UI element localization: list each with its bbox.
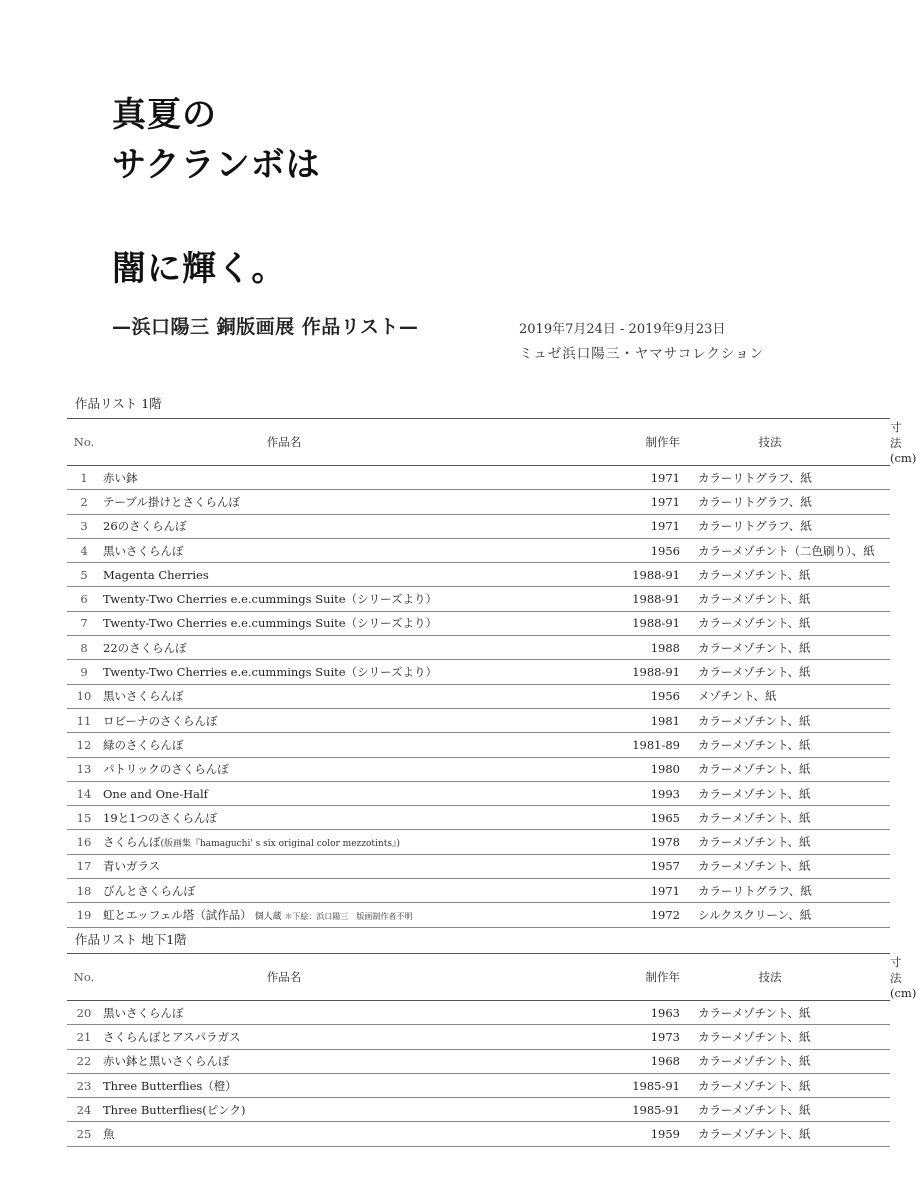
work-title-cell [101, 587, 615, 611]
floor1-heading: 作品リスト 1階 [75, 396, 162, 411]
work-title-cell [101, 490, 615, 514]
table-row [67, 1025, 890, 1049]
table-row [67, 854, 890, 878]
work-title: 黒いさくらんぼ [103, 689, 184, 704]
subtitle: —浜口陽三 銅版画展 作品リスト— [112, 316, 419, 338]
work-technique: カラーメゾチント、紙 [690, 1073, 890, 1097]
work-title: 赤い鉢 [103, 470, 138, 485]
work-title-cell [101, 879, 615, 903]
work-technique: カラーメゾチント、紙 [690, 660, 890, 684]
work-number: 15 [67, 806, 101, 830]
col-year-header: 制作年 [615, 419, 690, 466]
table-row [67, 830, 890, 854]
col-technique-header: 技法 [690, 419, 890, 466]
work-title-cell [101, 636, 615, 660]
work-title: 魚 [103, 1127, 115, 1142]
work-technique: カラーメゾチント、紙 [690, 1098, 890, 1122]
work-title-cell [101, 1073, 615, 1097]
table-row [67, 660, 890, 684]
work-title-cell [101, 757, 615, 781]
work-year: 1988-91 [615, 587, 690, 611]
work-title: 22のさくらんぼ [103, 640, 187, 655]
work-technique: カラーメゾチント、紙 [690, 854, 890, 878]
work-title: さくらんぼ [103, 835, 161, 850]
work-technique: カラーメゾチント、紙 [690, 733, 890, 757]
work-title-cell [101, 684, 615, 708]
floorB1-rows [67, 1001, 890, 1147]
work-title: 緑のさくらんぼ [103, 737, 184, 752]
work-title-cell [101, 1098, 615, 1122]
work-technique: カラーメゾチント、紙 [690, 1001, 890, 1025]
work-number: 21 [67, 1025, 101, 1049]
work-technique: カラーリトグラフ、紙 [690, 514, 890, 538]
table-header-row: No. 作品名 制作年 技法 寸法 (cm) [67, 419, 890, 466]
work-title: Twenty-Two Cherries e.e.cummings Suite（シリーズより） [103, 616, 438, 631]
title-line-3: 闇に輝く。 [112, 249, 287, 289]
work-number: 14 [67, 781, 101, 805]
table-row [67, 490, 890, 514]
table-row [67, 514, 890, 538]
work-title: 赤い鉢と黒いさくらんぼ [103, 1054, 230, 1069]
work-title-cell [101, 854, 615, 878]
work-year: 1985-91 [615, 1098, 690, 1122]
table-header-row: No. 作品名 制作年 技法 寸法 (cm) [67, 954, 890, 1001]
col-no-header: No. [67, 419, 101, 466]
table-row [67, 806, 890, 830]
work-year: 1988-91 [615, 611, 690, 635]
work-title-cell [101, 538, 615, 562]
work-number: 5 [67, 563, 101, 587]
work-technique: カラーメゾチント、紙 [690, 1049, 890, 1073]
work-technique: カラーメゾチント（二色刷り）、紙 [690, 538, 890, 562]
work-year: 1988 [615, 636, 690, 660]
work-number: 8 [67, 636, 101, 660]
work-title-cell [101, 733, 615, 757]
work-technique: カラーメゾチント、紙 [690, 781, 890, 805]
work-title-cell [101, 1025, 615, 1049]
work-title: 19と1つのさくらんぼ [103, 810, 217, 825]
col-title-header: 作品名 [101, 954, 615, 1001]
work-title: Twenty-Two Cherries e.e.cummings Suite（シリーズより） [103, 592, 438, 607]
work-title-cell [101, 830, 615, 854]
work-number: 10 [67, 684, 101, 708]
work-year: 1957 [615, 854, 690, 878]
work-number: 20 [67, 1001, 101, 1025]
table-row [67, 879, 890, 903]
work-technique: カラーリトグラフ、紙 [690, 879, 890, 903]
work-title: 黒いさくらんぼ [103, 1005, 184, 1020]
work-title-cell [101, 806, 615, 830]
work-year: 1981 [615, 708, 690, 732]
work-technique: カラーメゾチント、紙 [690, 587, 890, 611]
work-year: 1959 [615, 1122, 690, 1146]
table-row [67, 1122, 890, 1146]
work-technique: メゾチント、紙 [690, 684, 890, 708]
table-row [67, 903, 890, 927]
work-technique: カラーメゾチント、紙 [690, 757, 890, 781]
table-row [67, 1073, 890, 1097]
work-technique: カラーメゾチント、紙 [690, 636, 890, 660]
work-technique: カラーリトグラフ、紙 [690, 466, 890, 490]
work-title: Magenta Cherries [103, 567, 209, 582]
venue-name: ミュゼ浜口陽三・ヤマサコレクション [519, 346, 765, 362]
work-technique: カラーメゾチント、紙 [690, 611, 890, 635]
work-technique: カラーメゾチント、紙 [690, 1025, 890, 1049]
work-number: 6 [67, 587, 101, 611]
work-number: 2 [67, 490, 101, 514]
table-row [67, 733, 890, 757]
col-title-header: 作品名 [101, 419, 615, 466]
title-note-2: ＊下絵：浜口陽三 版画制作者不明 [284, 911, 413, 921]
work-year: 1978 [615, 830, 690, 854]
work-title: テーブル掛けとさくらんぼ [103, 494, 240, 509]
work-title: 虹とエッフェル塔（試作品） [103, 907, 252, 922]
work-title-cell [101, 1049, 615, 1073]
work-year: 1981-89 [615, 733, 690, 757]
work-technique: カラーメゾチント、紙 [690, 563, 890, 587]
work-number: 3 [67, 514, 101, 538]
work-number: 17 [67, 854, 101, 878]
work-year: 1963 [615, 1001, 690, 1025]
exhibition-title [112, 90, 321, 294]
work-year: 1988-91 [615, 563, 690, 587]
floor1-rows [67, 466, 890, 928]
work-title: Three Butterflies（橙） [103, 1078, 237, 1093]
work-title: One and One-Half [103, 786, 208, 801]
title-note: (版画集『hamaguchi' s six original color mezzotints』) [160, 839, 400, 850]
col-technique-header: 技法 [690, 954, 890, 1001]
work-title-cell [101, 781, 615, 805]
work-title-cell [101, 903, 615, 927]
work-year: 1956 [615, 684, 690, 708]
col-no-header: No. [67, 954, 101, 1001]
work-title-cell [101, 514, 615, 538]
work-title: 青いガラス [103, 859, 161, 874]
work-number: 1 [67, 466, 101, 490]
work-year: 1993 [615, 781, 690, 805]
work-title-cell [101, 1001, 615, 1025]
work-title: 26のさくらんぼ [103, 519, 187, 534]
work-number: 18 [67, 879, 101, 903]
work-year: 1980 [615, 757, 690, 781]
work-number: 19 [67, 903, 101, 927]
work-number: 7 [67, 611, 101, 635]
work-number: 25 [67, 1122, 101, 1146]
work-title-cell [101, 466, 615, 490]
table-row [67, 587, 890, 611]
work-number: 23 [67, 1073, 101, 1097]
floor1-works-table [67, 418, 916, 928]
work-title: 黒いさくらんぼ [103, 543, 184, 558]
work-title-cell [101, 660, 615, 684]
work-number: 16 [67, 830, 101, 854]
work-number: 22 [67, 1049, 101, 1073]
table-row [67, 781, 890, 805]
work-year: 1973 [615, 1025, 690, 1049]
work-title: びんとさくらんぼ [103, 883, 195, 898]
work-technique: カラーリトグラフ、紙 [690, 490, 890, 514]
work-year: 1985-91 [615, 1073, 690, 1097]
work-title-cell [101, 708, 615, 732]
work-title: ロビーナのさくらんぼ [103, 713, 218, 728]
work-year: 1972 [615, 903, 690, 927]
work-technique: カラーメゾチント、紙 [690, 1122, 890, 1146]
title-line-1: 真夏の [112, 95, 217, 135]
work-title: パトリックのさくらんぼ [103, 762, 229, 777]
table-row [67, 466, 890, 490]
work-title-cell [101, 563, 615, 587]
table-row [67, 757, 890, 781]
work-number: 11 [67, 708, 101, 732]
work-number: 12 [67, 733, 101, 757]
work-year: 1988-91 [615, 660, 690, 684]
col-year-header: 制作年 [615, 954, 690, 1001]
work-year: 1971 [615, 490, 690, 514]
table-row [67, 1049, 890, 1073]
work-number: 13 [67, 757, 101, 781]
table-row [67, 538, 890, 562]
work-title: さくらんぼとアスパラガス [103, 1029, 241, 1044]
work-year: 1965 [615, 806, 690, 830]
work-year: 1971 [615, 466, 690, 490]
work-technique: カラーメゾチント、紙 [690, 830, 890, 854]
title-note: 個人蔵 [251, 911, 285, 922]
work-technique: シルクスクリーン、紙 [690, 903, 890, 927]
work-year: 1956 [615, 538, 690, 562]
work-year: 1971 [615, 514, 690, 538]
table-row [67, 1098, 890, 1122]
table-row [67, 636, 890, 660]
work-year: 1968 [615, 1049, 690, 1073]
work-number: 9 [67, 660, 101, 684]
work-title-cell [101, 611, 615, 635]
work-title-cell [101, 1122, 615, 1146]
work-year: 1971 [615, 879, 690, 903]
table-row [67, 563, 890, 587]
floorB1-works-table [67, 953, 916, 1147]
exhibition-period: 2019年7月24日 - 2019年9月23日 [519, 322, 726, 337]
table-row [67, 1001, 890, 1025]
work-title: Twenty-Two Cherries e.e.cummings Suite（シリーズより） [103, 665, 438, 680]
title-line-2: サクランボは [112, 145, 321, 185]
work-title: Three Butterflies(ピンク) [103, 1102, 246, 1117]
table-row [67, 708, 890, 732]
work-number: 24 [67, 1098, 101, 1122]
work-number: 4 [67, 538, 101, 562]
table-row [67, 684, 890, 708]
floorB1-heading: 作品リスト 地下1階 [75, 932, 187, 947]
work-technique: カラーメゾチント、紙 [690, 806, 890, 830]
table-row [67, 611, 890, 635]
work-technique: カラーメゾチント、紙 [690, 708, 890, 732]
